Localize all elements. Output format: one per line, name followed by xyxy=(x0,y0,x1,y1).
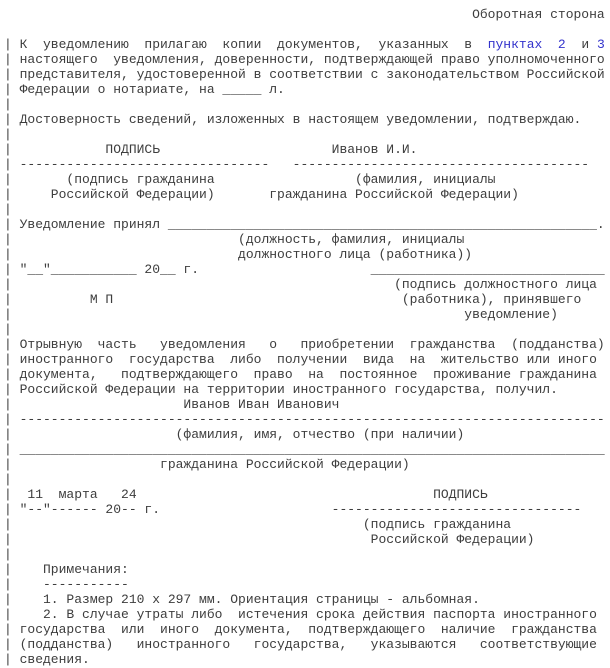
full-name-caption-line-1: | (фамилия, имя, отчество (при наличии) xyxy=(4,427,465,442)
link-point-2[interactable]: 2 xyxy=(557,37,566,52)
receipt-date-template-line: | "--"------ 20-- г. -------------------------------- xyxy=(4,502,582,517)
blank-pipe-line: | xyxy=(4,97,12,112)
note-2-line-4: | сведения. xyxy=(4,652,90,667)
citizen-signature-values-line: | ПОДПИСЬ Иванов И.И. xyxy=(4,142,418,157)
note-2-line-2: | государства или иного документа, подтверждающего наличие гражданства xyxy=(4,622,597,637)
detachable-part-paragraph-line-3: | документа, подтверждающего право на постоянное проживание гражданина xyxy=(4,367,597,382)
note-1-line: | 1. Размер 210 x 297 мм. Ориентация страницы - альбомная. xyxy=(4,592,480,607)
notification-accepted-line: | Уведомление принял _______________________________________________________. xyxy=(4,217,605,232)
official-signature-caption-line-2: | уведомление) xyxy=(4,307,558,322)
official-signature-caption-line-1: | (подпись должностного лица xyxy=(4,277,597,292)
notes-underline-line: | ----------- xyxy=(4,577,129,592)
link-punktah[interactable]: пунктах xyxy=(487,37,543,52)
official-caption-line-2: | должностного лица (работника)) xyxy=(4,247,473,262)
blank-pipe-line: | xyxy=(4,127,12,142)
paragraph-attachments-line-4: | Федерации о нотариате, на _____ л. xyxy=(4,82,285,97)
blank-pipe-line: | xyxy=(4,202,12,217)
blank-pipe-line: | xyxy=(4,322,12,337)
attachments-text-3: и xyxy=(565,37,597,52)
paragraph-attachments-line-1 xyxy=(4,37,610,52)
page-side-label: Оборотная сторона xyxy=(4,7,605,22)
full-name-underline-line: | --------------------------------------------------------------------------- xyxy=(4,412,605,427)
detachable-part-paragraph-line-2: | иностранного государства либо получении вида на жительство или иного xyxy=(4,352,597,367)
paragraph-attachments-line-2: | настоящего уведомления, доверенности, подтверждающей право уполномоченного xyxy=(4,52,605,67)
receipt-date-values-line: | 11 марта 24 ПОДПИСЬ xyxy=(4,487,488,502)
receipt-signature-caption-line-2: | Российской Федерации) xyxy=(4,532,535,547)
link-point-3[interactable]: 3 xyxy=(596,37,605,52)
blank-pipe-line: | xyxy=(4,547,12,562)
note-2-line-3: | (подданства) иностранного государства, указываются соответствующие xyxy=(4,637,597,652)
full-name-underline-line-2: | ___________________________________________________________________________ xyxy=(4,442,605,457)
detachable-part-paragraph-line-4: | Российской Федерации на территории иностранного государства, получил. xyxy=(4,382,558,397)
note-2-line-1: | 2. В случае утраты либо истечения срока действия паспорта иностранного xyxy=(4,607,597,622)
official-caption-line-1: | (должность, фамилия, инициалы xyxy=(4,232,465,247)
confirmation-statement-line: | Достоверность сведений, изложенных в настоящем уведомлении, подтверждаю. xyxy=(4,112,582,127)
detachable-part-paragraph-line-1: | Отрывную часть уведомления о приобретении гражданства (подданства) xyxy=(4,337,605,352)
full-name-value-line: | Иванов Иван Иванович xyxy=(4,397,340,412)
attachments-text-2 xyxy=(542,37,558,52)
citizen-signature-caption-line-2: | Российской Федерации) гражданина Российской Федерации) xyxy=(4,187,519,202)
stamp-and-caption-line: | М П (работника), принявшего xyxy=(4,292,582,307)
receipt-signature-caption-line-1: | (подпись гражданина xyxy=(4,517,512,532)
blank-line xyxy=(4,22,610,37)
notes-title-line: | Примечания: xyxy=(4,562,129,577)
full-name-caption-line-2: | гражданина Российской Федерации) xyxy=(4,457,410,472)
attachments-text-1: | К уведомлению прилагаю копии документов, указанных в xyxy=(4,37,488,52)
paragraph-attachments-line-3: | представителя, удостоверенной в соответствии с законодательством Российской xyxy=(4,67,605,82)
blank-pipe-line: | xyxy=(4,472,12,487)
citizen-signature-caption-line-1: | (подпись гражданина (фамилия, инициалы xyxy=(4,172,496,187)
acceptance-date-template-line: | "__"___________ 20__ г. ______________________________ xyxy=(4,262,605,277)
citizen-signature-underlines-line: | -------------------------------- -------------------------------------- xyxy=(4,157,590,172)
